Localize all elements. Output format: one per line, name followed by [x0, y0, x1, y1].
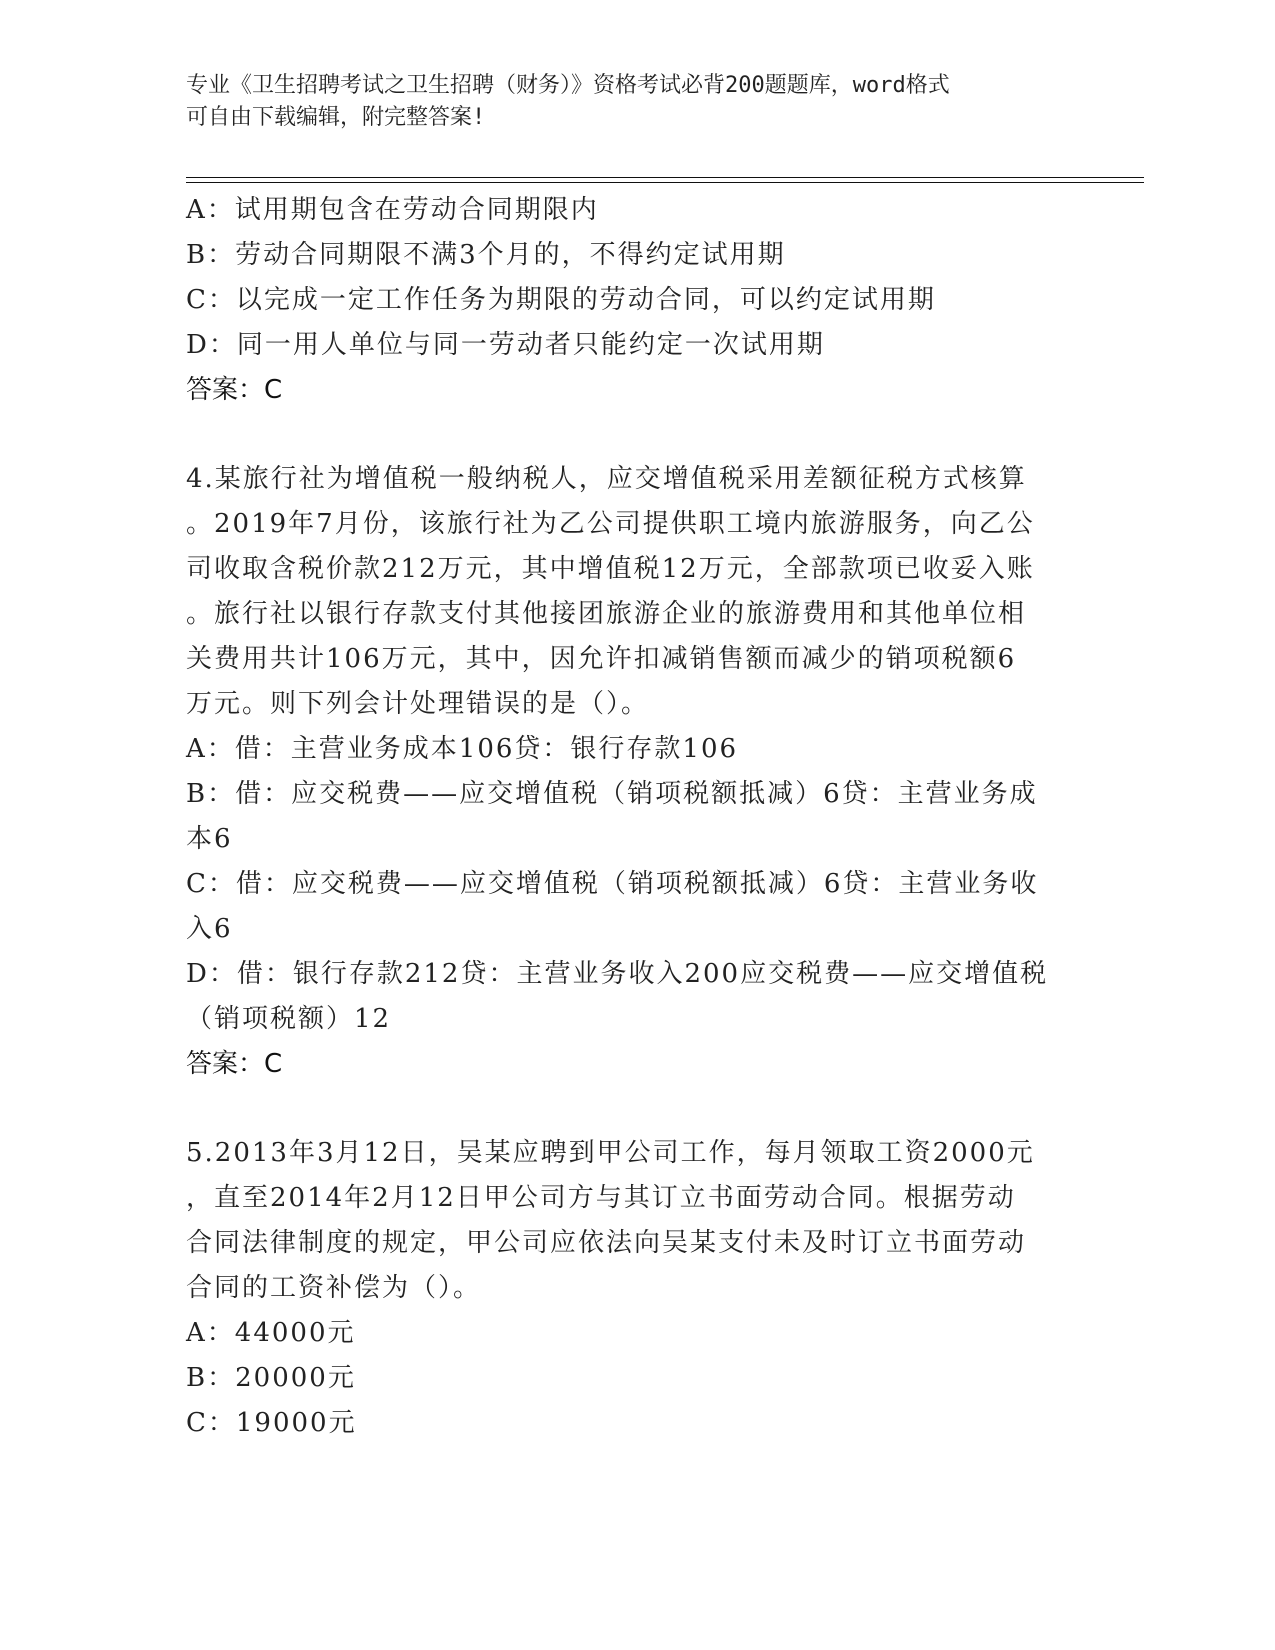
- question-stem-line: 。旅行社以银行存款支付其他接团旅游企业的旅游费用和其他单位相: [186, 599, 1027, 629]
- option-a: A：借：主营业务成本106贷：银行存款106: [186, 734, 739, 764]
- question-5: [186, 1131, 1066, 1446]
- question-stem-line: 司收取含税价款212万元，其中增值税12万元，全部款项已收妥入账: [186, 554, 1035, 584]
- document-header: [186, 70, 1066, 134]
- option-d: D：同一用人单位与同一劳动者只能约定一次试用期: [186, 330, 825, 360]
- question-stem-line: 万元。则下列会计处理错误的是（）。: [186, 689, 650, 719]
- question-stem-line: ，直至2014年2月12日甲公司方与其订立书面劳动合同。根据劳动: [186, 1183, 1016, 1213]
- option-b: B：借：应交税费——应交增值税（销项税额抵减）6贷：主营业务成: [186, 779, 1038, 809]
- option-a: A：44000元: [186, 1318, 356, 1348]
- option-c: C：借：应交税费——应交增值税（销项税额抵减）6贷：主营业务收: [186, 869, 1039, 899]
- answer-line: 答案：C: [186, 1049, 283, 1079]
- question-stem-line: 关费用共计106万元，其中，因允许扣减销售额而减少的销项税额6: [186, 644, 1017, 674]
- header-line-1: 专业《卫生招聘考试之卫生招聘（财务）》资格考试必背200题题库，word格式: [186, 73, 950, 98]
- option-c: C：以完成一定工作任务为期限的劳动合同，可以约定试用期: [186, 285, 936, 315]
- document-body: [186, 188, 1066, 1446]
- question-stem-line: 合同的工资补偿为（）。: [186, 1273, 482, 1303]
- option-b: B：20000元: [186, 1363, 356, 1393]
- option-b-continued: 本6: [186, 824, 233, 854]
- spacer: [186, 1087, 1066, 1131]
- header-rule-bottom: [186, 182, 1144, 183]
- question-stem-line: 。2019年7月份，该旅行社为乙公司提供职工境内旅游服务，向乙公: [186, 509, 1035, 539]
- answer-line: 答案：C: [186, 375, 283, 405]
- spacer: [186, 413, 1066, 457]
- option-b: B：劳动合同期限不满3个月的，不得约定试用期: [186, 240, 786, 270]
- header-rule-top: [186, 177, 1144, 178]
- question-3: [186, 188, 1066, 413]
- option-a: A：试用期包含在劳动合同期限内: [186, 195, 599, 225]
- question-4: [186, 457, 1066, 1087]
- question-stem-line: 4.某旅行社为增值税一般纳税人，应交增值税采用差额征税方式核算: [186, 464, 1027, 494]
- header-line-2: 可自由下载编辑，附完整答案!: [186, 105, 486, 130]
- option-c-continued: 入6: [186, 914, 233, 944]
- question-stem-line: 5.2013年3月12日，吴某应聘到甲公司工作，每月领取工资2000元: [186, 1138, 1035, 1168]
- option-d-continued: （销项税额）12: [186, 1004, 392, 1034]
- option-d: D：借：银行存款212贷：主营业务收入200应交税费——应交增值税: [186, 959, 1049, 989]
- question-stem-line: 合同法律制度的规定，甲公司应依法向吴某支付未及时订立书面劳动: [186, 1228, 1027, 1258]
- option-c: C：19000元: [186, 1408, 357, 1438]
